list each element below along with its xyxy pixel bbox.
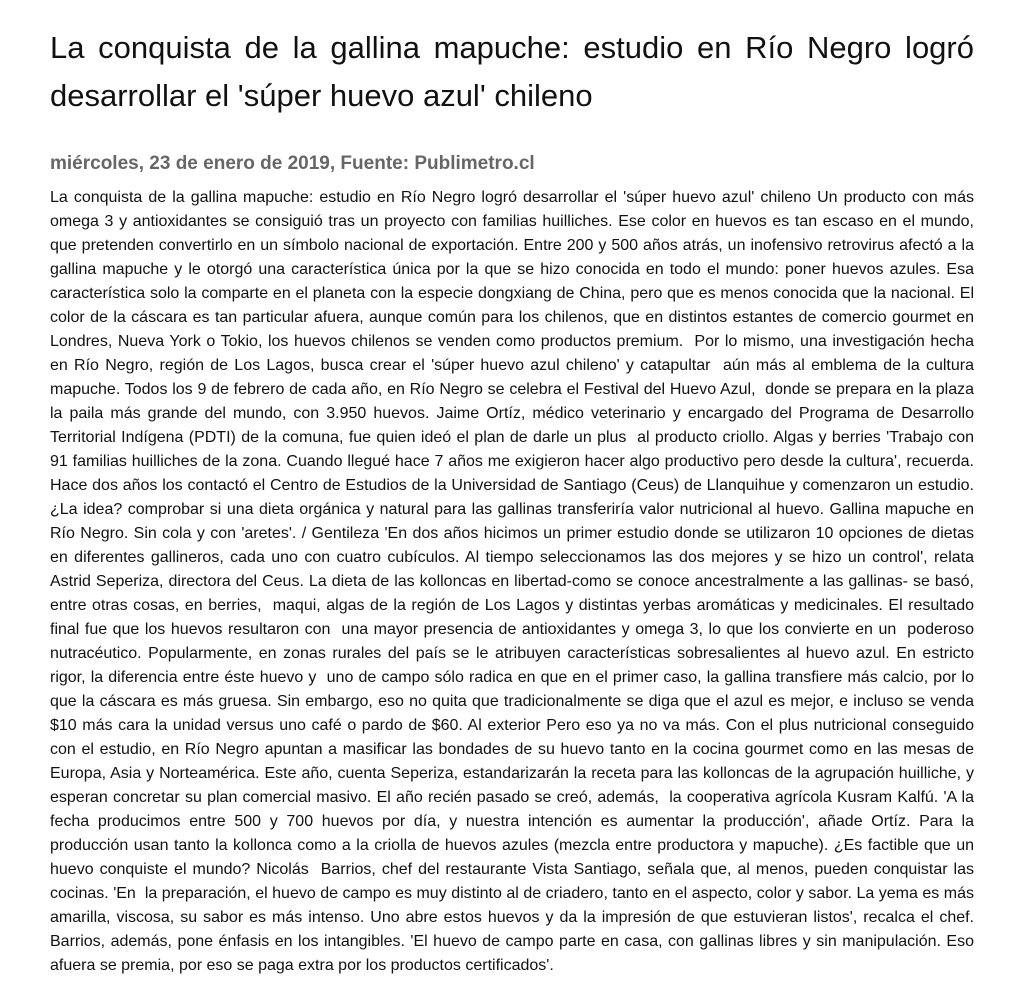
- article-body: La conquista de la gallina mapuche: estudio en Río Negro logró desarrollar el 'súper huevo azul' chileno Un producto con más omega 3 y antioxidantes se consiguió tras un proyecto con familias huilliches. Ese color en huevos es tan escaso en el mundo, que pretenden convertirlo en un símbolo nacional de exportación. Entre 200 y 500 años atrás, un inofensivo retrovirus afectó a la gallina mapuche y le otorgó una característica única por la que se hizo conocida en todo el mundo: poner huevos azules. Esa característica solo la comparte en el planeta con la especie dongxiang de China, pero que es menos conocida que la nacional. El color de la cáscara es tan particular afuera, aunque común para los chilenos, que en distintos estantes de comercio gourmet en Londres, Nueva York o Tokio, los huevos chilenos se venden como productos premium. Por lo mismo, una investigación hecha en Río Negro, región de Los Lagos, busca crear el 'súper huevo azul chileno' y catapultar aún más al emblema de la cultura mapuche. Todos los 9 de febrero de cada año, en Río Negro se celebra el Festival del Huevo Azul, donde se prepara en la plaza la paila más grande del mundo, con 3.950 huevos. Jaime Ortíz, médico veterinario y encargado del Programa de Desarrollo Territorial Indígena (PDTI) de la comuna, fue quien ideó el plan de darle un plus al producto criollo. Algas y berries 'Trabajo con 91 familias huilliches de la zona. Cuando llegué hace 7 años me exigieron hacer algo productivo pero desde la cultura', recuerda. Hace dos años los contactó el Centro de Estudios de la Universidad de Santiago (Ceus) de Llanquihue y comenzaron un estudio. ¿La idea? comprobar si una dieta orgánica y natural para las gallinas transferiría valor nutricional al huevo. Gallina mapuche en Río Negro. Sin cola y con 'aretes'. / Gentileza 'En dos años hicimos un primer estudio donde se utilizaron 10 opciones de dietas en diferentes gallineros, cada uno con cuatro cubículos. Al tiempo seleccionamos las dos mejores y se hizo un control', relata Astrid Seperiza, directora del Ceus. La dieta de las kolloncas en libertad-como se conoce ancestralmente a las gallinas- se basó, entre otras cosas, en berries, maqui, algas de la región de Los Lagos y distintas yerbas aromáticas y medicinales. El resultado final fue que los huevos resultaron con una mayor presencia de antioxidantes y omega 3, lo que los convierte en un poderoso nutracéutico. Popularmente, en zonas rurales del país se le atribuyen características sobresalientes al huevo azul. En estricto rigor, la diferencia entre éste huevo y uno de campo sólo radica en que en el primer caso, la gallina transfiere más calcio, por lo que la cáscara es más gruesa. Sin embargo, eso no quita que tradicionalmente se diga que el azul es mejor, e incluso se venda $10 más cara la unidad versus uno café o pardo de $60. Al exterior Pero eso ya no va más. Con el plus nutricional conseguido con el estudio, en Río Negro apuntan a masificar las bondades de su huevo tanto en la cocina gourmet como en las mesas de Europa, Asia y Norteamérica. Este año, cuenta Seperiza, estandarizarán la receta para las kolloncas de la agrupación huilliche, y esperan concretar su plan comercial masivo. El año recién pasado se creó, además, la cooperativa agrícola Kusram Kalfú. 'A la fecha producimos entre 500 y 700 huevos por día, y nuestra intención es aumentar la producción', añade Ortíz. Para la producción usan tanto la kollonca como a la criolla de huevos azules (mezcla entre productora y mapuche). ¿Es factible que un huevo conquiste el mundo? Nicolás Barrios, chef del restaurante Vista Santiago, señala que, al menos, pueden conquistar las cocinas. 'En la preparación, el huevo de campo es muy distinto al de criadero, tanto en el aspecto, color y sabor. La yema es más amarilla, viscosa, su sabor es más intenso. Uno abre estos huevos y da la impresión de que estuvieran listos', recalca el chef. Barrios, además, pone énfasis en los intangibles. 'El huevo de campo parte en casa, con gallinas libres y sin manipulación. Eso afuera se premia, por eso se paga extra por los productos certificados'.: [50, 189, 983, 974]
- article-title: La conquista de la gallina mapuche: estudio en Río Negro logró desarrollar el 'súper huevo azul' chileno: [50, 30, 974, 113]
- article-date-source: miércoles, 23 de enero de 2019, Fuente: Publimetro.cl: [50, 153, 535, 174]
